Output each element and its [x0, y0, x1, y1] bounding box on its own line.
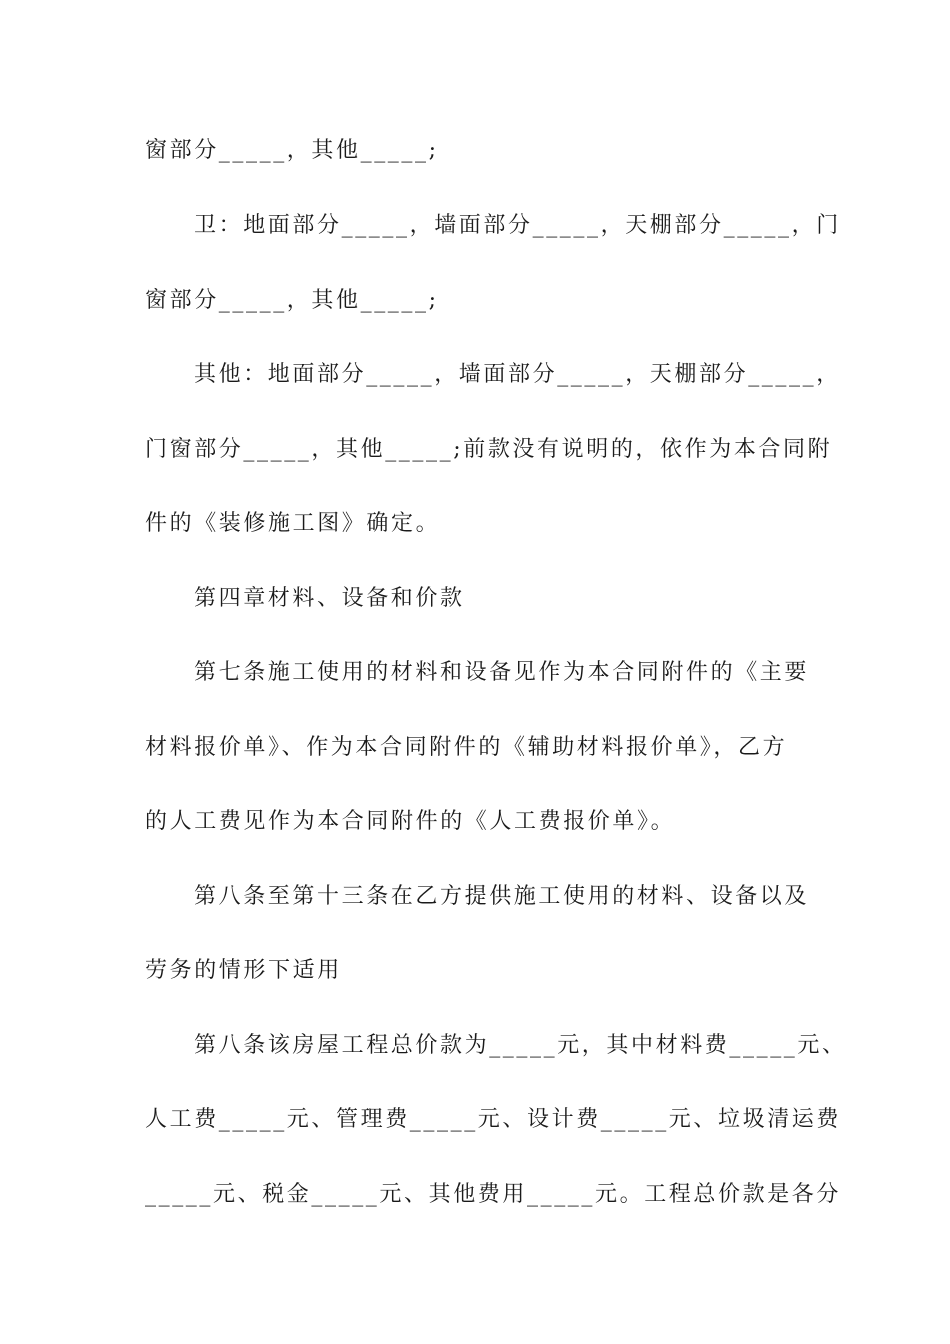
text-line-6: 件的《装修施工图》确定。 — [145, 511, 441, 536]
text-line-15: _____元、税金_____元、其他费用_____元。工程总价款是各分 — [145, 1182, 842, 1207]
text-line-9: 材料报价单》、作为本合同附件的《辅助材料报价单》，乙方 — [145, 735, 788, 760]
text-line-11: 第八条至第十三条在乙方提供施工使用的材料、设备以及 — [194, 884, 810, 909]
text-line-10: 的人工费见作为本合同附件的《人工费报价单》。 — [145, 809, 676, 834]
text-line-14: 人工费_____元、管理费_____元、设计费_____元、垃圾清运费 — [145, 1107, 842, 1132]
text-line-4: 其他：地面部分_____，墙面部分_____，天棚部分_____， — [194, 362, 841, 387]
text-line-12: 劳务的情形下适用 — [145, 958, 342, 983]
text-line-3: 窗部分_____，其他_____; — [145, 288, 439, 313]
text-line-2: 卫：地面部分_____，墙面部分_____，天棚部分_____，门 — [194, 213, 841, 238]
chapter-heading: 第四章材料、设备和价款 — [194, 586, 465, 611]
text-line-8: 第七条施工使用的材料和设备见作为本合同附件的《主要 — [194, 660, 810, 685]
text-line-1: 窗部分_____，其他_____; — [145, 138, 439, 163]
text-line-5: 门窗部分_____，其他_____;前款没有说明的，依作为本合同附 — [145, 437, 833, 462]
text-line-13: 第八条该房屋工程总价款为_____元，其中材料费_____元、 — [194, 1033, 847, 1058]
